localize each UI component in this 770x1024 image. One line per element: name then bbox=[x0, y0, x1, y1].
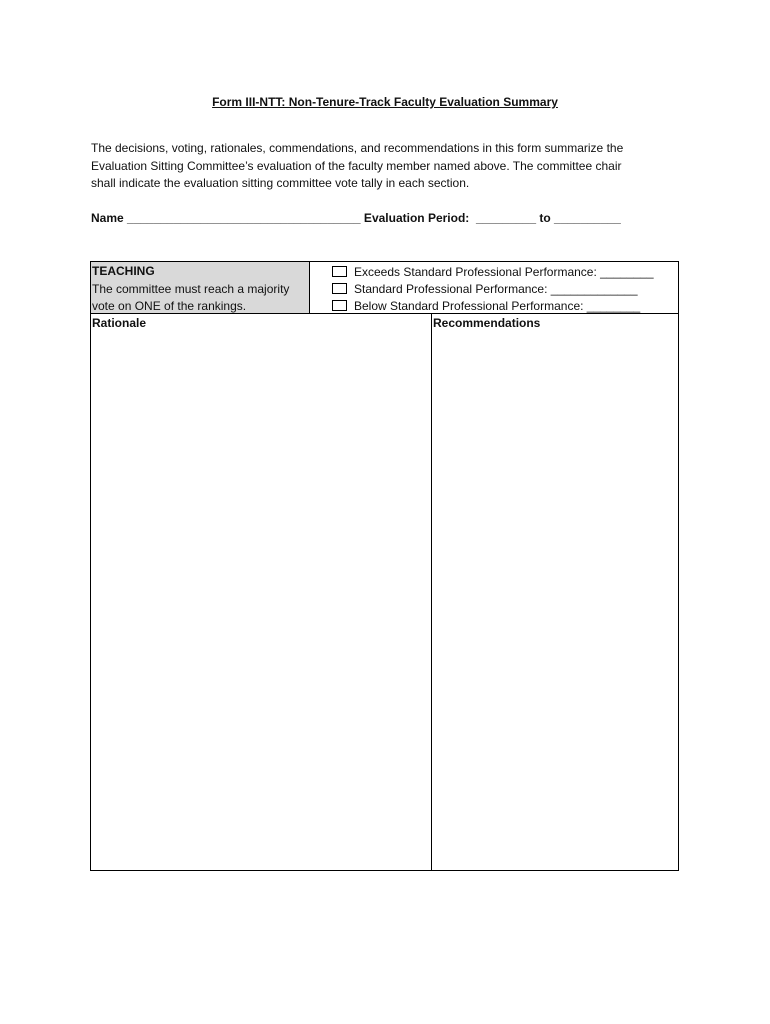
recommendations-cell[interactable] bbox=[432, 314, 678, 870]
checkbox-exceeds[interactable] bbox=[332, 266, 347, 277]
ranking-label-standard: Standard Professional Performance: _____________ bbox=[354, 281, 638, 296]
name-period-text: Name ___________________________________ Evaluation Period: _________ to __________ bbox=[91, 211, 621, 225]
checkbox-standard[interactable] bbox=[332, 283, 347, 294]
teaching-note-line: The committee must reach a majority bbox=[92, 281, 290, 296]
ranking-label-below: Below Standard Professional Performance: ________ bbox=[354, 298, 641, 313]
page-title: Form III-NTT: Non-Tenure-Track Faculty Evaluation Summary bbox=[212, 95, 558, 109]
ranking-option-standard[interactable] bbox=[332, 280, 638, 297]
rationale-label: Rationale bbox=[92, 316, 147, 330]
ranking-option-below[interactable] bbox=[332, 297, 640, 314]
intro-line: The decisions, voting, rationales, commendations, and recommendations in this form summarize the bbox=[91, 141, 624, 155]
ranking-option-exceeds[interactable] bbox=[332, 263, 654, 280]
intro-line: shall indicate the evaluation sitting committee vote tally in each section. bbox=[91, 176, 470, 190]
name-period-line bbox=[91, 211, 621, 225]
rationale-cell[interactable] bbox=[91, 314, 432, 870]
ranking-options-cell bbox=[310, 262, 678, 314]
teaching-table bbox=[90, 261, 679, 871]
intro-paragraph bbox=[91, 140, 691, 193]
teaching-note-line: vote on ONE of the rankings. bbox=[92, 299, 247, 313]
ranking-label-exceeds: Exceeds Standard Professional Performance: ________ bbox=[354, 264, 654, 279]
teaching-heading: TEACHING bbox=[92, 264, 155, 278]
recommendations-label: Recommendations bbox=[433, 316, 541, 330]
teaching-header-cell bbox=[91, 262, 310, 314]
checkbox-below[interactable] bbox=[332, 300, 347, 311]
intro-line: Evaluation Sitting Committee’s evaluation of the faculty member named above. The committee chair bbox=[91, 158, 622, 173]
